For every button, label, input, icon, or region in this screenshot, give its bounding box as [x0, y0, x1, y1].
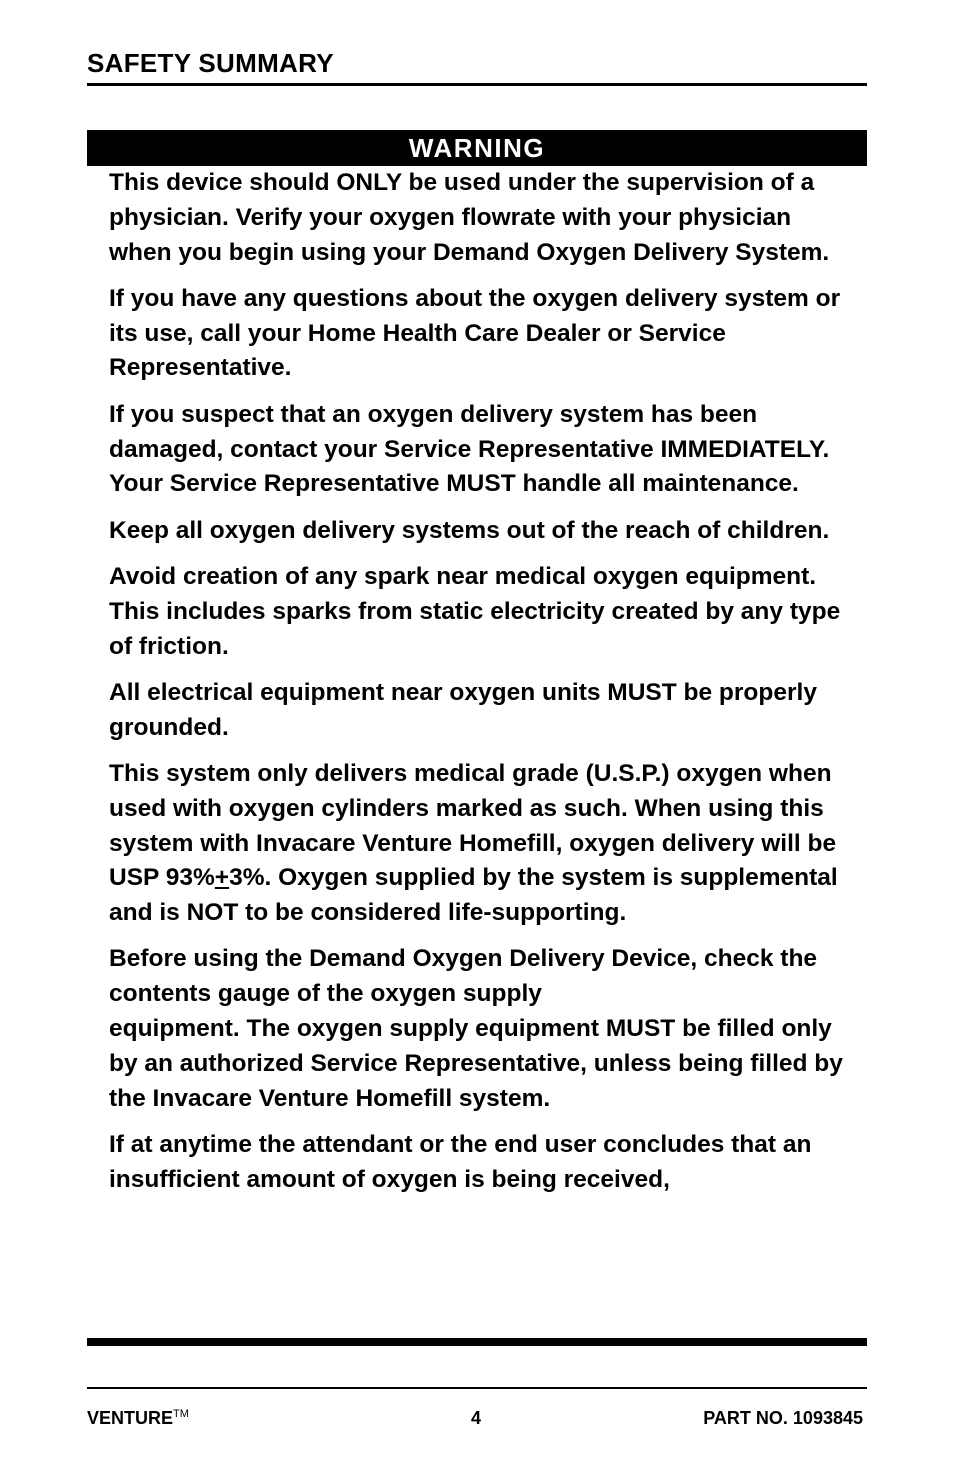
plus-minus-symbol: + [214, 864, 230, 892]
footer-part-number: PART NO. 1093845 [703, 1408, 863, 1428]
warning-paragraph-supervision: This device should ONLY be used under the supervision of a physician. Verify your oxygen flowrate with your physician when you begin using your Demand Oxygen Delivery System. [109, 169, 830, 266]
page-footer [87, 1408, 863, 1432]
footer-rule [87, 1387, 867, 1389]
warning-paragraph-usp [109, 757, 851, 931]
warning-paragraph-grounding: All electrical equipment near oxygen units MUST be properly grounded. [109, 678, 817, 741]
warning-paragraph-insufficient: If at anytime the attendant or the end user concludes that an insufficient amount of oxygen is being received, [109, 1130, 812, 1193]
usp-text-after: 3%. Oxygen supplied by the system is supplemental and is NOT to be considered life-supporting. [109, 864, 838, 927]
warning-paragraph-gauge [109, 942, 851, 1116]
gauge-line-1: Before using the Demand Oxygen Delivery Device, check the contents gauge of the oxygen supply [109, 945, 818, 1008]
warning-paragraph-children: Keep all oxygen delivery systems out of the reach of children. [109, 516, 830, 544]
warning-end-rule [87, 1338, 867, 1346]
gauge-line-2: equipment. The oxygen supply equipment MUST be filled only by an authorized Service Representative, unless being filled by the Invacare Venture Homefill system. [109, 1015, 843, 1112]
footer-page-number: 4 [471, 1408, 482, 1428]
section-title: SAFETY SUMMARY [87, 48, 334, 78]
footer-product [87, 1408, 189, 1429]
usp-text-before: This system only delivers medical grade (U.S.P.) oxygen when used with oxygen cylinders marked as such. When using this system with Invacare Venture Homefill, oxygen delivery will be USP 93% [109, 759, 837, 892]
warning-body [109, 166, 851, 1209]
warning-banner: WARNING [87, 130, 867, 166]
warning-paragraph-damage: If you suspect that an oxygen delivery system has been damaged, contact your Service Representative IMMEDIATELY. Your Service Representative MUST handle all maintenance. [109, 400, 830, 498]
trademark-symbol: TM [173, 1408, 189, 1420]
header-rule [87, 83, 867, 86]
footer-product-name: VENTURE [87, 1408, 174, 1428]
warning-paragraph-questions: If you have any questions about the oxygen delivery system or its use, call your Home Health Care Dealer or Service Representative. [109, 284, 841, 382]
warning-paragraph-spark: Avoid creation of any spark near medical oxygen equipment. This includes sparks from static electricity created by any type of friction. [109, 562, 841, 660]
